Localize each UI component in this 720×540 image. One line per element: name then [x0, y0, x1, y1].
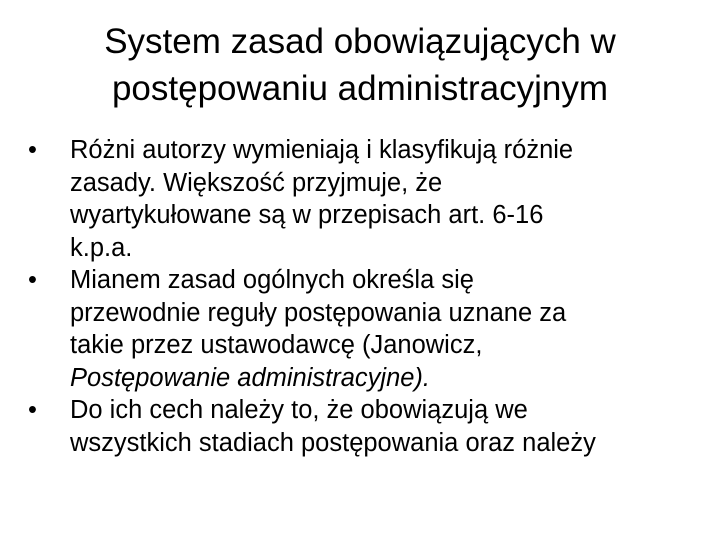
- bullet-line: wyartykułowane są w przepisach art. 6-16: [70, 201, 544, 229]
- bullet-list: [28, 134, 708, 459]
- bullet-item-1: [28, 134, 708, 264]
- bullet-line: k.p.a.: [70, 233, 133, 262]
- bullet-line: wszystkich stadiach postępowania oraz należy: [70, 428, 596, 457]
- bullet-line-italic: Postępowanie administracyjne).: [70, 363, 431, 392]
- bullet-line: Mianem zasad ogólnych określa się: [70, 266, 474, 294]
- slide-title-line-1: System zasad obowiązujących w: [104, 22, 616, 61]
- bullet-icon: •: [28, 396, 37, 424]
- bullet-text-3: [70, 394, 708, 459]
- bullet-line: Do ich cech należy to, że obowiązują we: [70, 396, 528, 424]
- slide-title-line-2: postępowaniu administracyjnym: [111, 69, 609, 108]
- bullet-item-2: [28, 264, 708, 394]
- bullet-line: Różni autorzy wymieniają i klasyfikują różnie: [70, 136, 574, 164]
- bullet-icon: •: [28, 136, 37, 164]
- bullet-item-3: [28, 394, 708, 459]
- slide-title: [30, 18, 690, 112]
- bullet-icon: •: [28, 266, 37, 294]
- bullet-line: przewodnie reguły postępowania uznane za: [70, 298, 567, 327]
- bullet-text-1: [70, 134, 708, 264]
- bullet-text-2: [70, 264, 708, 394]
- bullet-line: zasady. Większość przyjmuje, że: [70, 168, 443, 197]
- bullet-line: takie przez ustawodawcę (Janowicz,: [70, 331, 483, 359]
